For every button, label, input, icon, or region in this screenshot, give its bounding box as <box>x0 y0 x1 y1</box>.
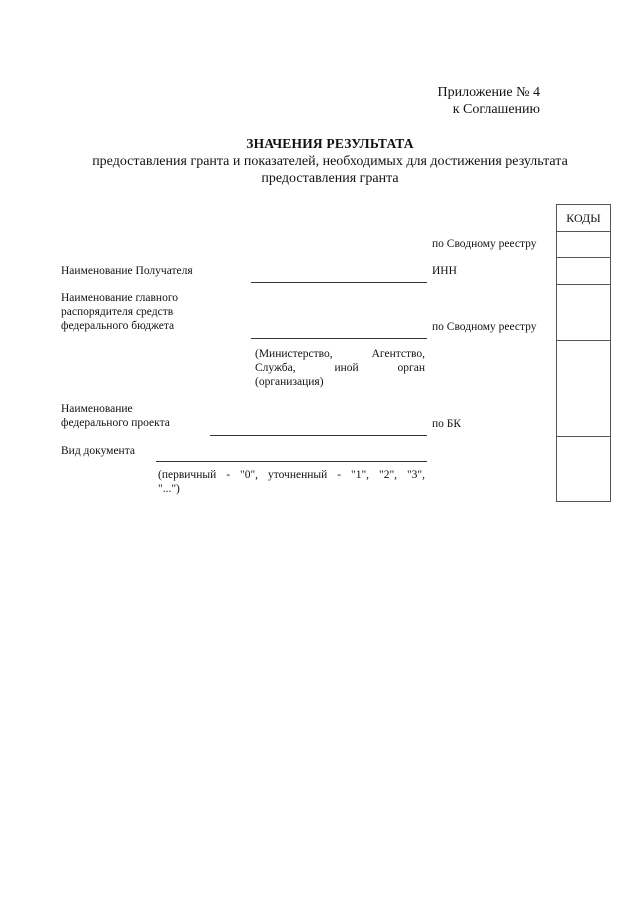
distributor-hint-line-3: (организация) <box>255 376 324 388</box>
recipient-field-line[interactable] <box>251 282 427 283</box>
registry-label-mid: по Сводному реестру <box>432 321 537 333</box>
subtitle-line-1: предоставления гранта и показателей, необходимых для достижения результата <box>92 154 568 169</box>
appendix-agreement: к Соглашению <box>452 102 540 117</box>
doc-type-hint-line-1: (первичный - "0", уточненный - "1", "2", "3", <box>158 469 425 481</box>
code-cell-bk[interactable] <box>557 436 610 437</box>
doc-type-label: Вид документа <box>61 445 135 457</box>
distributor-label-line-2: распорядителя средств <box>61 306 174 318</box>
project-label-line-1: Наименование <box>61 403 133 415</box>
inn-label: ИНН <box>432 265 457 277</box>
project-label <box>61 402 170 430</box>
codes-header: КОДЫ <box>566 211 601 225</box>
doc-type-field-line[interactable] <box>156 461 427 462</box>
distributor-hint-line-1: (Министерство, Агентство, <box>255 348 425 360</box>
doc-type-hint <box>158 468 425 496</box>
subtitle-line-2: предоставления гранта <box>261 171 399 186</box>
distributor-hint <box>255 347 425 389</box>
appendix-header <box>380 84 540 118</box>
code-cell-distributor[interactable] <box>557 340 610 341</box>
recipient-label: Наименование Получателя <box>61 265 193 277</box>
distributor-field-line[interactable] <box>251 338 427 339</box>
registry-label-top: по Сводному реестру <box>432 238 537 250</box>
distributor-label-line-1: Наименование главного <box>61 292 179 304</box>
document-subtitle <box>50 153 610 187</box>
appendix-number: Приложение № 4 <box>437 85 540 100</box>
document-title: ЗНАЧЕНИЯ РЕЗУЛЬТАТА <box>246 136 414 151</box>
bk-label: по БК <box>432 418 462 430</box>
code-cell-inn[interactable] <box>557 257 610 258</box>
distributor-label-line-3: федерального бюджета <box>61 320 175 332</box>
codes-table <box>556 204 611 502</box>
distributor-label <box>61 291 178 333</box>
project-field-line[interactable] <box>210 435 427 436</box>
doc-type-hint-line-2: "...") <box>158 483 180 495</box>
project-label-line-2: федерального проекта <box>61 417 170 429</box>
code-cell-registry-top[interactable] <box>557 231 610 232</box>
code-cell-registry-mid[interactable] <box>557 284 610 285</box>
distributor-hint-line-2: Служба, иной орган <box>255 362 425 374</box>
